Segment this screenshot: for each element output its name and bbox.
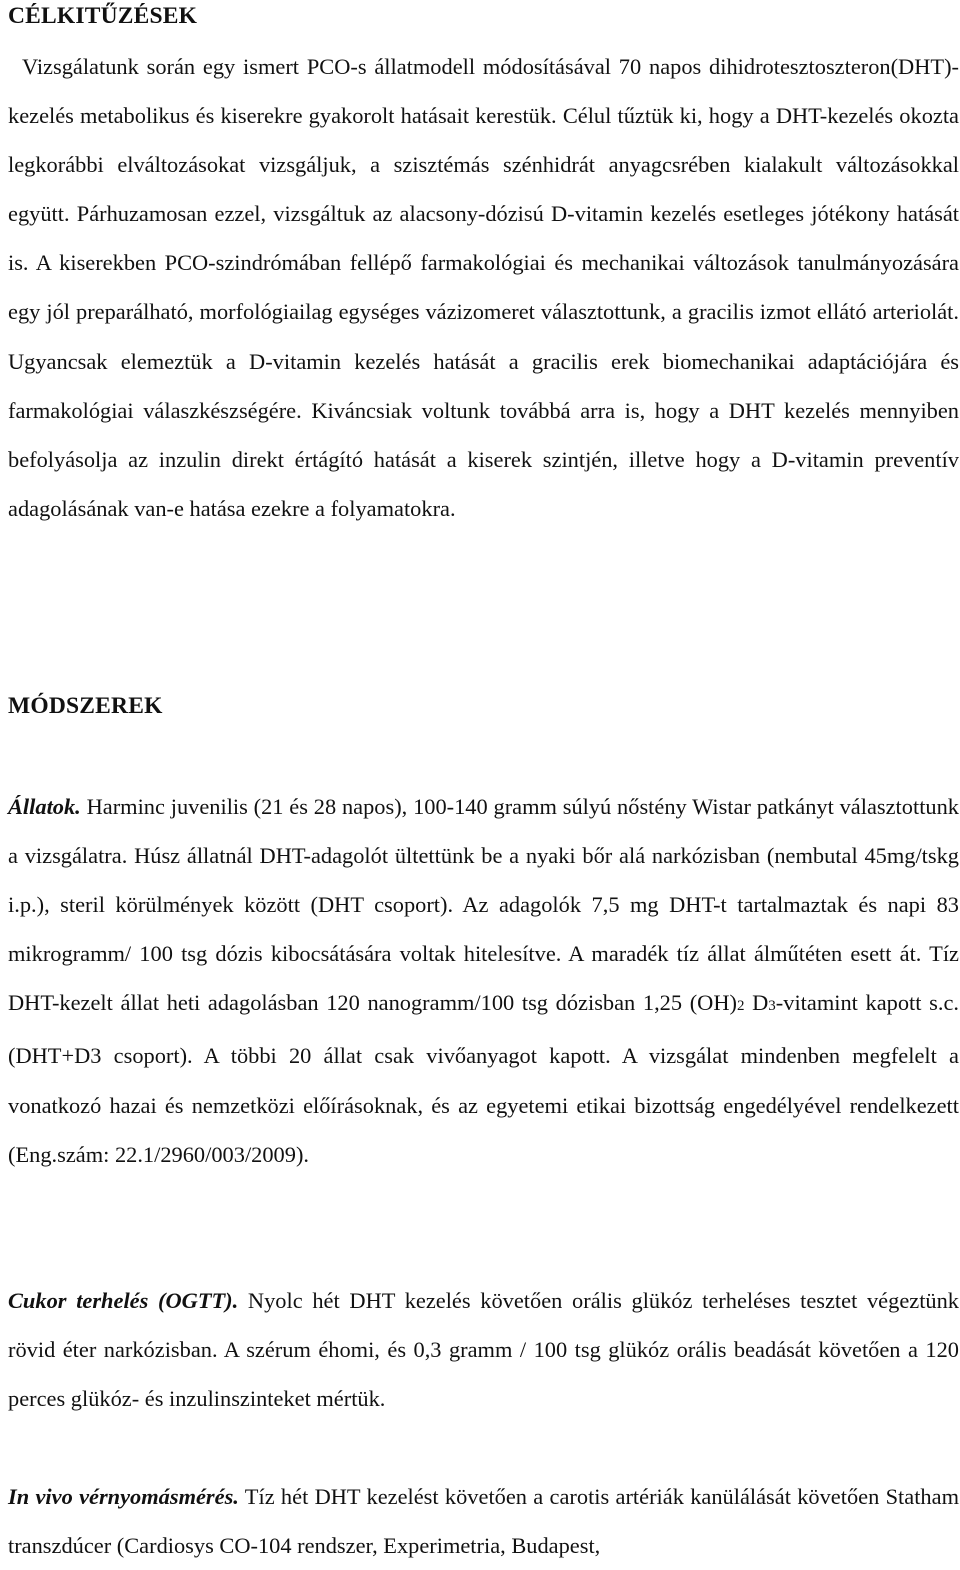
ogtt-paragraph xyxy=(8,1276,959,1423)
animals-paragraph xyxy=(8,782,959,1179)
animals-text-3: -vitamint kapott s.c.(DHT+D3 csoport). A többi 20 állat csak vivőanyagot kapott. A vizsgálat mindenben megfelelt a vonatkozó hazai és nemzetközi előírásoknak, és az egyetemi etikai bizottság engedélyével rendelkezett (Eng.szám: 22.1/2960/003/2009). xyxy=(8,990,959,1167)
animals-subscript-1: 2 xyxy=(736,998,745,1015)
animals-heading: Állatok. xyxy=(8,794,81,819)
goals-paragraph xyxy=(8,42,959,533)
animals-subscript-2: 3 xyxy=(768,998,776,1015)
goals-text: Vizsgálatunk során egy ismert PCO-s állatmodell módosításával 70 napos dihidrotesztoszteron(DHT)-kezelés metabolikus és kiserekre gyakorolt hatásait kerestük. Célul tűztük ki, hogy a DHT-kezelés okozta legkorábbi elváltozásokat vizsgáljuk, a szisztémás szénhidrát anyagcsrében kialakult változásokkal együtt. Párhuzamosan ezzel, vizsgáltuk az alacsony-dózisú D-vitamin kezelés esetleges jótékony hatását is. A kiserekben PCO-szindrómában fellépő farmakológiai és mechanikai változások tanulmányozására egy jól preparálható, morfológiailag egységes vázizomeret választottunk, a gracilis izmot ellátó arteriolát. Ugyancsak elemeztük a D-vitamin kezelés hatását a gracilis erek biomechanikai adaptációjára és farmakológiai válaszkészségére. Kiváncsiak voltunk továbbá arra is, hogy a DHT kezelés mennyiben befolyásolja az inzulin direkt értágító hatását a kiserek szintjén, illetve hogy a D-vitamin preventív adagolásának van-e hatása ezekre a folyamatokra. xyxy=(8,54,959,521)
ogtt-heading: Cukor terhelés (OGTT). xyxy=(8,1288,239,1313)
animals-text-2: D xyxy=(744,990,769,1016)
invivo-paragraph xyxy=(8,1472,959,1570)
invivo-heading: In vivo vérnyomásmérés. xyxy=(8,1484,239,1509)
ogtt-text: Nyolc hét DHT kezelés követően orális glükóz terheléses tesztet végeztünk rövid éter narkózisban. A szérum éhomi, és 0,3 gramm / 100 tsg glükóz orális beadását követően a 120 perces glükóz- és inzulinszinteket mértük. xyxy=(8,1288,960,1412)
animals-text-1: Harminc juvenilis (21 és 28 napos), 100-140 gramm súlyú nőstény Wistar patkányt választottunk a vizsgálatra. Húsz állatnál DHT-adagolót ültettünk be a nyaki bőr alá narkózisban (nembutal 45mg/tskg i.p.), steril körülmények között (DHT csoport). Az adagolók 7,5 mg DHT-t tartalmaztak és napi 83 mikrogramm/ 100 tsg dózis kibocsátására voltak hitelesítve. A maradék tíz állat álműtéten esett át. Tíz DHT-kezelt állat heti adagolásban 120 nanogramm/100 tsg dózisban 1,25 (OH) xyxy=(8,794,959,1016)
section-title-goals: CÉLKITŰZÉSEK xyxy=(8,3,198,29)
section-title-methods: MÓDSZEREK xyxy=(8,693,163,719)
invivo-text: Tíz hét DHT kezelést követően a carotis artériák kanülálását követően Statham transzdúcer (Cardiosys CO-104 rendszer, Experimetria, Budapest, xyxy=(8,1484,959,1559)
